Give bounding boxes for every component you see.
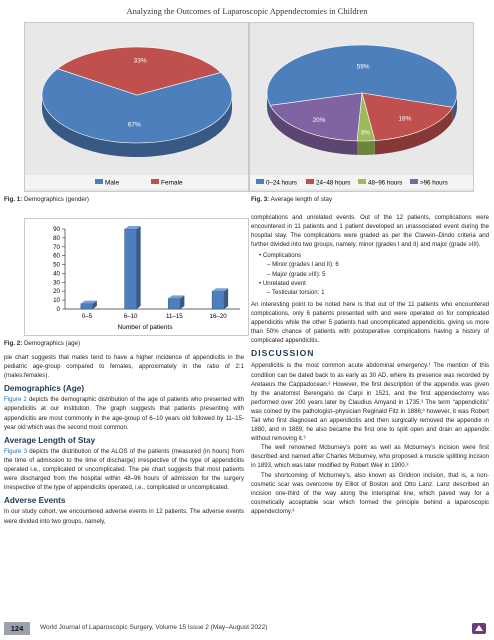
right-paragraph-3: Appendicitis is the most common acute abdominal emergency.¹ The mention of this condition can be dated back to as early as 30 AD, where its presence was recorded by Aretaeus the Cappadocean.² However, the first description of the appendix was given by the anatomist Berengario de Carpi in 1521, and the first appendectomy was performed over 200 years later by Claudius Amyand in 1735.³ The term “appendicitis” was coined by the pathologist–physician Reginald Fitz in 1886;³ however, it was Robert Tait who first diagnosed an appendicitis and then surgically removed the appendix in 1880, and in 1889, he also became the first one to split open and drain an appendix without removing it.³ <box>251 362 489 443</box>
bar-category-label: 6–10 <box>123 313 138 320</box>
page-footer <box>0 618 494 640</box>
right-paragraph-4: The well renowned Mcburney’s point as well as Mcburney’s incision were first described and named after Charles Mcburney, who proposed a muscle splitting incision in 1893, which was later modified by Robert Weir in 1900.³ <box>251 444 489 470</box>
bar-y-tick-label: 30 <box>53 279 60 287</box>
bar-category-label: 0–5 <box>81 313 93 320</box>
figure-2-link[interactable]: Figure 2 <box>4 396 27 404</box>
running-head: Analyzing the Outcomes of Laparoscopic Appendectomies in Children <box>126 6 368 16</box>
pie-slice-side <box>357 141 375 155</box>
pie-value-label: 33% <box>133 57 147 65</box>
bar-y-tick-label: 40 <box>53 270 60 278</box>
right-column <box>251 213 489 516</box>
pie1-legend <box>25 175 248 189</box>
figure-3-caption: Fig. 3: Average length of stay <box>251 196 333 203</box>
bar-x-axis-label: Number of patients <box>117 324 173 331</box>
legend-swatch-48-96 <box>358 179 366 184</box>
bar-11–15 <box>168 298 180 309</box>
figure-3-svg <box>250 23 473 191</box>
list-item: – Testicular torsion: 1 <box>267 288 325 296</box>
bar-y-tick-label: 70 <box>53 243 60 251</box>
bar-y-tick-label: 90 <box>53 226 60 233</box>
legend-swatch-male <box>95 179 103 184</box>
pie3-slices <box>267 45 457 155</box>
heading-demographics-age: Demographics (Age) <box>4 384 85 394</box>
legend-label-24-48: 24–48 hours <box>316 179 351 187</box>
pie-value-label: 59% <box>356 63 370 71</box>
heading-discussion: DISCUSSION <box>251 348 315 359</box>
pie-value-label: 18% <box>398 115 412 123</box>
heading-average-length-of-stay: Average Length of Stay <box>4 435 96 445</box>
list-item: – Major (grade ≥III): 5 <box>267 270 326 278</box>
bar-side <box>224 288 228 309</box>
right-paragraph-2: An interesting point to be noted here is that out of the 11 patients who encountered complications, only 6 patients presented with and were operated on for complicated appendicitis while the other 5 patients had uncomplicated appendicitis, giving us more than 50% chance of patients with postoperative complications having a history of complicated appendicitis. <box>251 300 489 345</box>
pie-value-label: 20% <box>312 116 326 124</box>
bar-16–20 <box>212 291 224 309</box>
pie-value-label: 67% <box>127 121 141 129</box>
figure-1-svg <box>25 23 248 191</box>
pie1-slices <box>42 47 232 157</box>
legend-swatch-24-48 <box>306 179 314 184</box>
figure-3-link[interactable]: Figure 3 <box>4 447 27 455</box>
figure-2-svg <box>25 219 248 335</box>
left-paragraph-4: In our study cohort, we encountered adverse events in 12 patients. The adverse events were divided into two groups, namely, <box>4 508 244 525</box>
bar-6–10 <box>125 229 137 309</box>
right-paragraph-5: The shortcoming of Mcburney’s, also known as Gridiron incision, that is, a non-cosmetic scar was overcome by Elliot of Boston and Otto Lanz. Lanz described an incision one-third of the way along the interspinal line, which paved way for a cosmetically acceptable scar which formed the principle behind a laparoscopic appendectomy.³ <box>251 471 489 515</box>
bar-y-tick-label: 0 <box>56 306 60 313</box>
pie3-legend <box>250 175 473 189</box>
bar-chart-plot <box>53 226 240 320</box>
left-paragraph-1: pie chart suggests that males tend to have a higher incidence of appendicitis in the pediatric age-group compared to females, approximately in the ratio of 2:1 (males:females). <box>4 354 244 380</box>
publisher-logo-icon <box>470 620 488 636</box>
bar-y-tick-label: 60 <box>53 252 60 260</box>
list-item: • Complications <box>259 252 302 260</box>
left-paragraph-3: Figure 3 depicts the distribution of the ALOS of the patients (measured (in hours) from the time of admission to the time of discharge) irrespective of the type of appendicitis operated i.e., complicated or uncomplicated. The pie chart suggests that most patients were discharged from the hospital within 48–96 hours of admission for the surgery irrespective of the type of appendicitis operated, i.e., complicated or uncomplicated. <box>4 447 244 492</box>
bar-y-tick-label: 50 <box>53 261 60 269</box>
page-number: 124 <box>4 622 30 635</box>
bar-category-label: 16–20 <box>209 313 227 320</box>
bar-y-tick-label: 80 <box>53 234 60 242</box>
journal-citation: World Journal of Laparoscopic Surgery, Volume 15 Issue 2 (May–August 2022) <box>40 624 268 631</box>
legend-label-48-96: 48–96 hours <box>368 179 403 187</box>
legend-swatch-96plus <box>410 179 418 184</box>
legend-label-96plus: >96 hours <box>420 179 448 187</box>
legend-swatch-female <box>151 179 159 184</box>
bar-category-label: 11–15 <box>166 313 183 320</box>
list-item: – Minor (grades I and II): 6 <box>267 261 339 269</box>
legend-label-0-24: 0–24 hours <box>266 179 297 187</box>
left-column <box>4 353 244 526</box>
legend-swatch-0-24 <box>256 179 264 184</box>
right-paragraph-1: complications and unrelated events. Out of the 12 patients, complications were encountered in 11 patients and 1 patient developed an unassociated event during the hospital stay. The complications were graded as per the Clavein–Dindo criteria and further divided into two groups, namely, minor (grades I and II) and major (grade ≥III). <box>251 214 489 249</box>
figure-3-los-pie <box>249 22 474 192</box>
heading-adverse-events: Adverse Events <box>4 496 66 506</box>
figure-2-caption: Fig. 2: Demographics (age) <box>4 340 81 347</box>
bar-0–5 <box>81 304 93 309</box>
left-paragraph-2: Figure 2 depicts the demographic distribution of the age of patients who presented with appendicitis at our institution. The graph suggests that patients presenting with appendicitis are most commonly in the age-group of 6–10 years old followed by 11–15-year old which was the second most common. <box>4 396 245 431</box>
pie1-legend-box <box>25 175 248 189</box>
list-item: • Unrelated event <box>259 279 306 287</box>
bar-y-tick-label: 10 <box>53 297 60 305</box>
figure-1-caption: Fig. 1: Demographics (gender) <box>4 196 89 203</box>
complications-list <box>251 251 489 296</box>
bar-side <box>137 226 141 309</box>
legend-label-male: Male <box>105 179 120 187</box>
figure-2-age-bar <box>24 218 249 336</box>
legend-label-female: Female <box>161 179 183 187</box>
bar-y-tick-label: 20 <box>53 288 60 296</box>
pie-value-label: 3% <box>360 129 370 137</box>
figure-1-gender-pie <box>24 22 249 192</box>
